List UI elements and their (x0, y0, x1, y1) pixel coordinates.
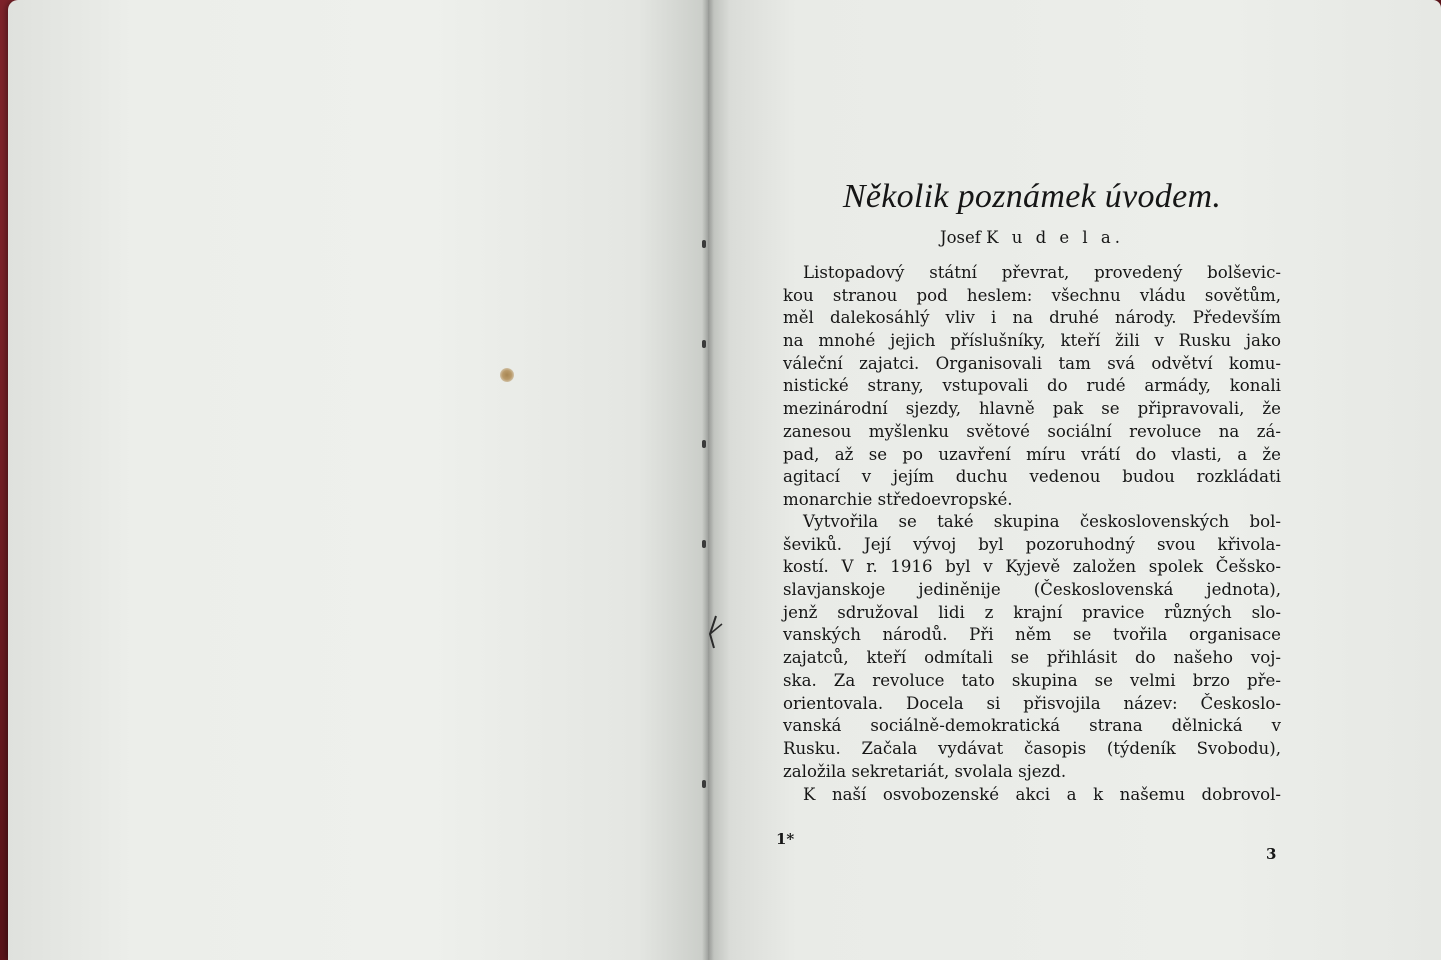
text-line: kostí. V r. 1916 byl v Kyjevě založen spolek Češsko- (783, 557, 1281, 577)
author-first-name: Josef (939, 228, 981, 247)
article-author (783, 228, 1281, 247)
paragraph (783, 784, 1281, 807)
text-line: orientovala. Docela si přisvojila název: Českoslo- (783, 693, 1281, 713)
text-line: slavjanskoje jediněnije (Československá jednota), (783, 580, 1281, 600)
paragraph (783, 262, 1281, 512)
text-line: založila sekretariát, svolala sjezd. (783, 761, 1067, 781)
text-line: kou stranou pod heslem: všechnu vládu sovětům, (783, 285, 1281, 305)
text-line: ševiků. Její vývoj byl pozoruhodný svou křivola- (783, 534, 1281, 554)
text-line: nistické strany, vstupovali do rudé armády, konali (783, 376, 1281, 396)
page-number: 3 (1266, 845, 1277, 863)
text-line: monarchie středoevropské. (783, 489, 1013, 509)
text-line: jenž sdružoval lidi z krajní pravice různých slo- (783, 602, 1281, 622)
text-line: zanesou myšlenku světové sociální revoluce na zá- (783, 421, 1281, 441)
binding-thread (702, 240, 706, 248)
binding-thread (702, 540, 706, 548)
stain-spot (500, 368, 514, 382)
text-line: ska. Za revoluce tato skupina se velmi brzo pře- (783, 670, 1281, 690)
binding-thread (702, 340, 706, 348)
text-line: Vytvořila se také skupina československých bol- (803, 512, 1281, 531)
text-line: agitací v jejím duchu vedenou budou rozkládati (783, 467, 1281, 487)
text-line: pad, až se po uzavření míru vrátí do vlasti, a že (783, 444, 1281, 464)
text-line: váleční zajatci. Organisovali tam svá odvětví komu- (783, 353, 1281, 373)
text-line: vanských národů. Při něm se tvořila organisace (783, 625, 1281, 645)
paragraph (783, 511, 1281, 783)
text-line: Rusku. Začala vydávat časopis (týdeník Svobodu), (783, 738, 1281, 758)
text-line: K naší osvobozenské akci a k našemu dobrovol- (803, 785, 1281, 804)
left-page (8, 0, 708, 960)
text-line: Listopadový státní převrat, provedený bolševic- (803, 263, 1281, 282)
text-line: mezinárodní sjezdy, hlavně pak se připravovali, že (783, 399, 1281, 419)
binding-thread (702, 440, 706, 448)
binding-stitch-icon (700, 612, 730, 652)
signature-mark: 1* (776, 830, 795, 848)
text-line: měl dalekosáhlý vliv i na druhé národy. Především (783, 308, 1281, 328)
binding-thread (702, 780, 706, 788)
text-line: zajatců, kteří odmítali se přihlásit do našeho voj- (783, 648, 1281, 668)
book-gutter (702, 0, 714, 960)
text-line: vanská sociálně-demokratická strana dělnická v (783, 716, 1281, 736)
article-title: Několik poznámek úvodem. (842, 178, 1222, 215)
text-line: na mnohé jejich příslušníky, kteří žili v Rusku jako (783, 331, 1281, 351)
author-last-name: K u d e l a. (986, 228, 1124, 247)
